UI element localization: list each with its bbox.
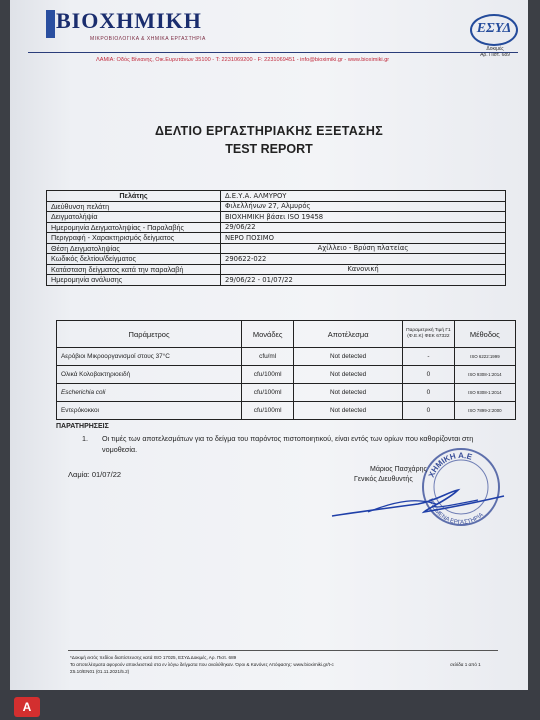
info-value: ΝΕΡΟ ΠΟΣΙΜΟ — [221, 233, 506, 244]
result-unit: cfu/100ml — [242, 366, 294, 384]
result-limit: - — [403, 348, 455, 366]
result-row — [57, 384, 516, 402]
result-method: ISO 7899-2:2000 — [454, 402, 515, 420]
col-units: Μονάδες — [242, 321, 294, 348]
header-divider — [28, 52, 518, 53]
info-label: Πελάτης — [47, 191, 221, 202]
accreditation-number: Αρ. Πιστ. 689 — [480, 52, 510, 58]
notes-heading: ΠΑΡΑΤΗΡΗΣΕΙΣ — [56, 423, 109, 430]
col-method: Μέθοδος — [454, 321, 515, 348]
result-unit: cfu/100ml — [242, 384, 294, 402]
stamp-bottom-text: ΗΝΩΜΕΝΑ ΕΡΓΑΣΤΗΡΙΑ — [427, 497, 485, 527]
result-value: Not detected — [294, 384, 403, 402]
info-value: Φιλελλήνων 27, Αλμυρός — [221, 201, 506, 212]
info-row — [47, 212, 506, 223]
results-table — [56, 320, 516, 420]
info-label: Κατάσταση δείγματος κατά την παραλαβή — [47, 264, 221, 275]
footer-form-code: Σ5.10/ΕΝ01 (01.11.2021/5.2) — [70, 669, 130, 674]
signatory-title: Γενικός Διευθυντής — [354, 476, 413, 483]
info-value: Αχίλλειο - Βρύση πλατείας — [221, 243, 506, 254]
info-label: Διεύθυνση πελάτη — [47, 201, 221, 212]
pdf-reader-icon[interactable]: A — [14, 697, 40, 717]
info-value: 290622-022 — [221, 254, 506, 265]
result-limit: 0 — [403, 366, 455, 384]
result-unit: cfu/ml — [242, 348, 294, 366]
col-parameter: Παράμετρος — [57, 321, 242, 348]
result-method: ISO 9308-1:2014 — [454, 366, 515, 384]
info-row — [47, 254, 506, 265]
info-value: 29/06/22 — [221, 222, 506, 233]
svg-text:ΧΗΜΙΚΗ Α.Ε — [427, 451, 474, 479]
col-result: Αποτέλεσμα — [294, 321, 403, 348]
info-row — [47, 191, 506, 202]
info-row — [47, 264, 506, 275]
info-label: Ημερομηνία Δειγματοληψίας - Παραλαβής — [47, 222, 221, 233]
result-parameter: Εντερόκοκκοι — [57, 402, 242, 420]
signatory-name: Μάριος Πασχάρης — [370, 466, 427, 473]
report-title-greek: ΔΕΛΤΙΟ ΕΡΓΑΣΤΗΡΙΑΚΗΣ ΕΞΕΤΑΣΗΣ — [155, 124, 383, 138]
taskbar — [0, 690, 540, 720]
info-row — [47, 243, 506, 254]
result-method: ISO 6222:1999 — [454, 348, 515, 366]
result-limit: 0 — [403, 402, 455, 420]
result-row — [57, 348, 516, 366]
col-limit: Παραμετρική Τιμή Γ1 (Φ.Ε.Κ) ΦΕΚ 67322 — [403, 321, 455, 348]
sample-info-table — [46, 190, 506, 286]
info-value: 29/06/22 - 01/07/22 — [221, 275, 506, 286]
result-value: Not detected — [294, 402, 403, 420]
result-row — [57, 366, 516, 384]
accreditation-badge — [470, 14, 520, 62]
result-unit: cfu/100ml — [242, 402, 294, 420]
page-number: σελίδα 1 από 1 — [450, 662, 481, 667]
result-limit: 0 — [403, 384, 455, 402]
result-parameter: Escherichia coli — [57, 384, 242, 402]
results-header-row — [57, 321, 516, 348]
info-value: Δ.Ε.Υ.Α. ΑΛΜΥΡΟΥ — [221, 191, 506, 202]
info-label: Θέση Δειγματοληψίας — [47, 243, 221, 254]
result-parameter: Αερόβιοι Μικροοργανισμοί στους 37°C — [57, 348, 242, 366]
info-row — [47, 275, 506, 286]
result-parameter: Ολικά Κολοβακτηριοειδή — [57, 366, 242, 384]
result-value: Not detected — [294, 348, 403, 366]
issue-date: Λαμία: 01/07/22 — [68, 470, 122, 479]
footer-accreditation-note: *Δοκιμή εκτός πεδίου διαπίστευσης κατά ISO 17025, ΕΣΥΔ Δοκιμές, Αρ. Πιστ. 689 — [70, 655, 237, 660]
info-row — [47, 233, 506, 244]
footer-divider — [68, 650, 498, 651]
info-row — [47, 222, 506, 233]
logo-text: ΒΙΟΧΗΜΙΚΗ — [56, 8, 202, 33]
info-label: Ημερομηνία ανάλυσης — [47, 275, 221, 286]
info-label: Κωδικός δελτίου/δείγματος — [47, 254, 221, 265]
stamp-top-text: ΧΗΜΙΚΗ Α.Ε — [426, 450, 474, 479]
result-row — [57, 402, 516, 420]
footer-disclaimer: Τα αποτελέσματα αφορούν αποκλειστικά στα εν λόγω δείγματα που αναλύθηκαν. Όροι & Κανόνες Απόφασης: www.bioximiki.gr/t-c — [70, 662, 334, 667]
esyd-logo: ΕΣΥΔ — [470, 14, 518, 46]
accreditation-type: Δοκιμές — [486, 46, 504, 52]
info-row — [47, 201, 506, 212]
info-value: Κανονική — [221, 264, 506, 275]
company-address: ΛΑΜΙΑ: Οδός Βίνιανης, Οικ.Ευρυτάνων 35100 - Τ: 2231069200 - F: 2231069451 - info@bioximiki.gr - www.bioximiki.gr — [96, 57, 390, 63]
info-label: Δειγματολήψία — [47, 212, 221, 223]
report-title-english: TEST REPORT — [225, 142, 313, 156]
company-logo — [46, 10, 246, 48]
handwritten-signature — [328, 482, 518, 522]
logo-subtitle: ΜΙΚΡΟΒΙΟΛΟΓΙΚΑ & ΧΗΜΙΚΑ ΕΡΓΑΣΤΗΡΙΑ — [90, 36, 206, 42]
logo-mark — [46, 10, 55, 38]
info-value: ΒΙΟΧΗΜΙΚΗ βάσει ISO 19458 — [221, 212, 506, 223]
result-value: Not detected — [294, 366, 403, 384]
result-method: ISO 9308-1:2014 — [454, 384, 515, 402]
note-number: 1. — [82, 434, 88, 443]
info-label: Περιγραφή - Χαρακτηρισμός δείγματος — [47, 233, 221, 244]
note-text: Οι τιμές των αποτελεσμάτων για το δείγμα του παρόντος πιστοποιητικού, είναι εντός των ορίων που καθορίζονται στη νομοθεσία. — [102, 434, 474, 454]
report-page — [10, 0, 528, 690]
